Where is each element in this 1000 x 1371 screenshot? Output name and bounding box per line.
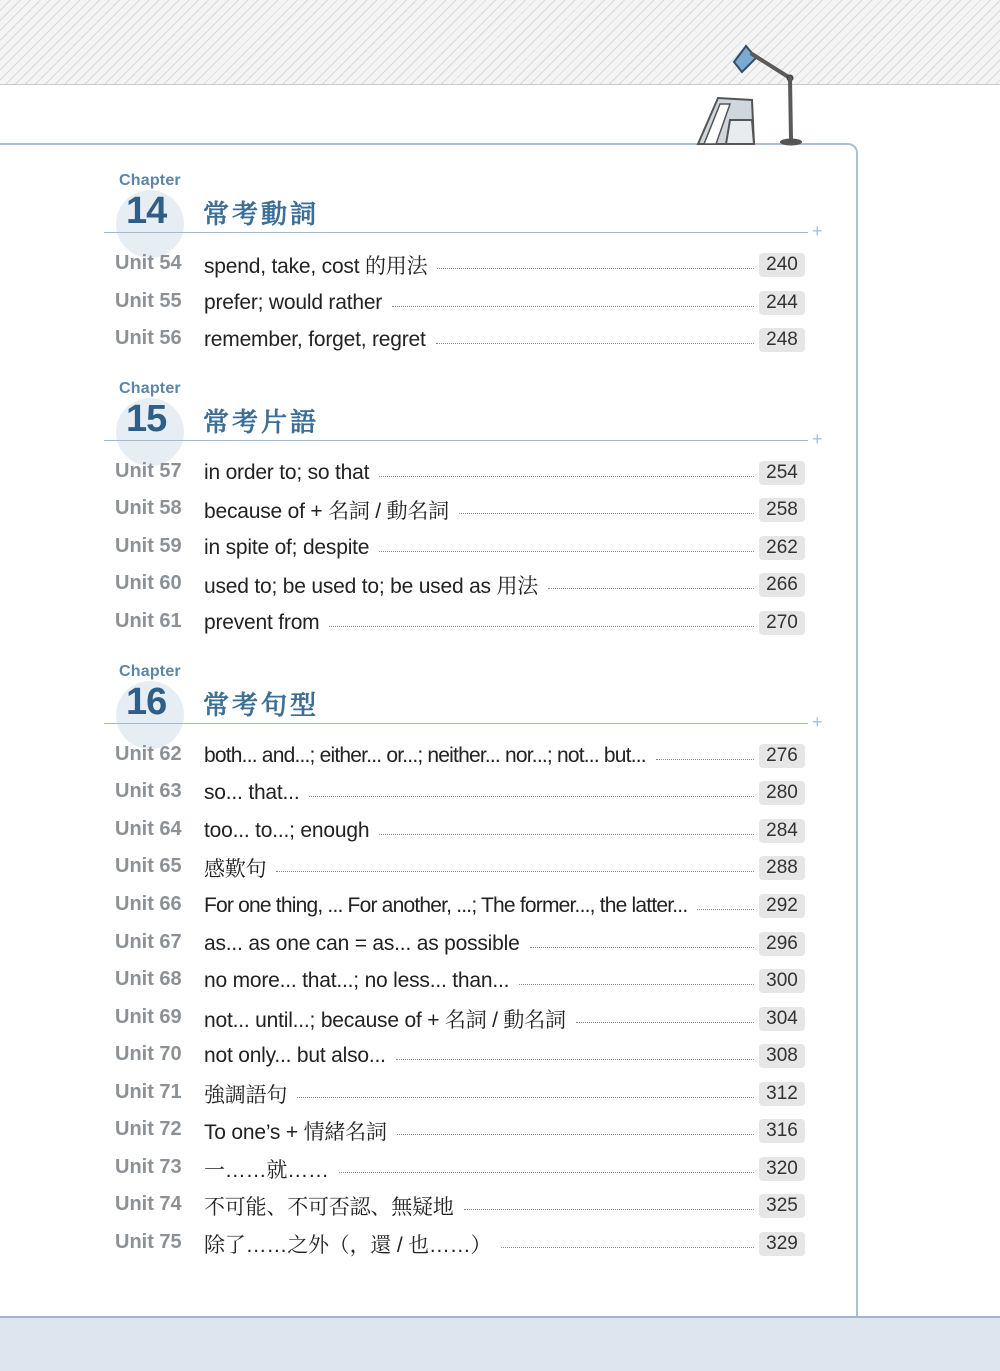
- dotted-leader: [329, 626, 754, 627]
- unit-title: 不可能、不可否認、無疑地: [204, 1196, 454, 1219]
- dotted-leader: [297, 1097, 754, 1098]
- tablet-stand-icon: [698, 98, 754, 144]
- unit-label: Unit 58: [115, 497, 182, 519]
- unit-title: To one’s + 情緒名詞: [204, 1121, 387, 1144]
- unit-title: 除了……之外（，還 / 也……）: [204, 1234, 492, 1257]
- dotted-leader: [459, 513, 754, 514]
- unit-label: Unit 73: [115, 1156, 182, 1178]
- unit-label: Unit 56: [115, 327, 182, 349]
- dotted-leader: [397, 1134, 754, 1135]
- unit-label: Unit 60: [115, 572, 182, 594]
- unit-title: prevent from: [204, 611, 320, 634]
- plus-icon: +: [812, 712, 823, 732]
- toc-entry-unit-68[interactable]: [0, 966, 1000, 996]
- dotted-leader: [379, 476, 754, 477]
- unit-label: Unit 71: [115, 1081, 182, 1103]
- toc-entry-unit-57[interactable]: [0, 458, 1000, 488]
- toc-entry-unit-74[interactable]: [0, 1191, 1000, 1221]
- dotted-leader: [379, 551, 754, 552]
- bottom-band: [0, 1316, 1000, 1371]
- plus-icon: +: [812, 429, 823, 449]
- unit-label: Unit 57: [115, 460, 182, 482]
- toc-entry-unit-62[interactable]: [0, 741, 1000, 771]
- dotted-leader: [437, 268, 754, 269]
- chapter-title: 常考動詞: [203, 199, 320, 229]
- unit-title: spend, take, cost 的用法: [204, 255, 428, 278]
- chapter-title: 常考片語: [203, 407, 320, 437]
- unit-title: not... until...; because of + 名詞 / 動名詞: [204, 1009, 566, 1032]
- chapter-number: 15: [126, 398, 167, 440]
- unit-title: in order to; so that: [204, 461, 370, 484]
- unit-label: Unit 70: [115, 1043, 182, 1065]
- unit-label: Unit 72: [115, 1118, 182, 1140]
- page-number-badge: 254: [759, 461, 805, 485]
- unit-title: so... that...: [204, 781, 300, 804]
- page-number-badge: 270: [759, 611, 805, 635]
- dotted-leader: [656, 759, 754, 760]
- dotted-leader: [530, 947, 754, 948]
- unit-label: Unit 55: [115, 290, 182, 312]
- unit-title: used to; be used to; be used as 用法: [204, 575, 539, 598]
- unit-title: too... to...; enough: [204, 819, 370, 842]
- page-number-badge: 325: [759, 1194, 805, 1218]
- unit-title: both... and...; either... or...; neither... nor...; not... but...: [204, 744, 646, 767]
- toc-entry-unit-60[interactable]: [0, 570, 1000, 600]
- toc-entry-unit-72[interactable]: [0, 1116, 1000, 1146]
- unit-title: in spite of; despite: [204, 536, 370, 559]
- chapter-divider: [104, 723, 808, 724]
- page-number-badge: 292: [759, 894, 805, 918]
- unit-label: Unit 66: [115, 893, 182, 915]
- toc-entry-unit-56[interactable]: [0, 325, 1000, 355]
- page-number-badge: 276: [759, 744, 805, 768]
- toc-entry-unit-58[interactable]: [0, 495, 1000, 525]
- dotted-leader: [339, 1172, 754, 1173]
- unit-label: Unit 68: [115, 968, 182, 990]
- dotted-leader: [501, 1247, 754, 1248]
- page-number-badge: 320: [759, 1157, 805, 1181]
- chapter-label: Chapter: [119, 172, 181, 189]
- unit-title: 感歎句: [204, 858, 267, 881]
- dotted-leader: [519, 984, 754, 985]
- unit-title: For one thing, ... For another, ...; The former..., the latter...: [204, 894, 688, 917]
- unit-label: Unit 74: [115, 1193, 182, 1215]
- unit-label: Unit 54: [115, 252, 182, 274]
- dotted-leader: [548, 588, 754, 589]
- page-number-badge: 308: [759, 1044, 805, 1068]
- unit-label: Unit 59: [115, 535, 182, 557]
- toc-entry-unit-70[interactable]: [0, 1041, 1000, 1071]
- unit-label: Unit 62: [115, 743, 182, 765]
- toc-entry-unit-63[interactable]: [0, 778, 1000, 808]
- page-number-badge: 280: [759, 781, 805, 805]
- unit-title: because of + 名詞 / 動名詞: [204, 500, 449, 523]
- toc-entry-unit-71[interactable]: [0, 1079, 1000, 1109]
- toc-entry-unit-59[interactable]: [0, 533, 1000, 563]
- toc-entry-unit-67[interactable]: [0, 929, 1000, 959]
- dotted-leader: [576, 1022, 754, 1023]
- dotted-leader: [464, 1209, 754, 1210]
- chapter-divider: [104, 440, 808, 441]
- unit-title: 強調語句: [204, 1084, 288, 1107]
- page-number-badge: 258: [759, 498, 805, 522]
- dotted-leader: [436, 343, 754, 344]
- page-number-badge: 284: [759, 819, 805, 843]
- toc-entry-unit-54[interactable]: [0, 250, 1000, 280]
- dotted-leader: [276, 871, 754, 872]
- page-number-badge: 266: [759, 573, 805, 597]
- unit-title: 一……就……: [204, 1159, 329, 1182]
- chapter-title: 常考句型: [203, 690, 320, 720]
- unit-title: prefer; would rather: [204, 291, 383, 314]
- toc-entry-unit-55[interactable]: [0, 288, 1000, 318]
- unit-label: Unit 69: [115, 1006, 182, 1028]
- chapter-number: 14: [126, 190, 167, 232]
- unit-label: Unit 75: [115, 1231, 182, 1253]
- toc-entry-unit-64[interactable]: [0, 816, 1000, 846]
- chapter-number: 16: [126, 681, 167, 723]
- page-number-badge: 312: [759, 1082, 805, 1106]
- plus-icon: +: [812, 221, 823, 241]
- unit-title: as... as one can = as... as possible: [204, 932, 520, 955]
- chapter-divider: [104, 232, 808, 233]
- unit-label: Unit 65: [115, 855, 182, 877]
- toc-entry-unit-61[interactable]: [0, 608, 1000, 638]
- unit-label: Unit 61: [115, 610, 182, 632]
- dotted-leader: [309, 796, 754, 797]
- dotted-leader: [392, 306, 754, 307]
- unit-label: Unit 63: [115, 780, 182, 802]
- toc-entry-unit-66[interactable]: [0, 891, 1000, 921]
- toc-entry-unit-73[interactable]: [0, 1154, 1000, 1184]
- dotted-leader: [379, 834, 754, 835]
- unit-label: Unit 64: [115, 818, 182, 840]
- page-number-badge: 240: [759, 253, 805, 277]
- toc-entry-unit-75[interactable]: [0, 1229, 1000, 1259]
- desk-lamp-illustration: [690, 40, 820, 146]
- page-number-badge: 304: [759, 1007, 805, 1031]
- toc-entry-unit-65[interactable]: [0, 853, 1000, 883]
- page-number-badge: 329: [759, 1232, 805, 1256]
- unit-title: not only... but also...: [204, 1044, 386, 1067]
- page-number-badge: 296: [759, 932, 805, 956]
- page-number-badge: 300: [759, 969, 805, 993]
- page-number-badge: 262: [759, 536, 805, 560]
- dotted-leader: [396, 1059, 754, 1060]
- chapter-label: Chapter: [119, 380, 181, 397]
- top-hatched-band: [0, 0, 1000, 85]
- unit-title: remember, forget, regret: [204, 328, 426, 351]
- page-number-badge: 288: [759, 856, 805, 880]
- page-number-badge: 248: [759, 328, 805, 352]
- page-number-badge: 244: [759, 291, 805, 315]
- unit-title: no more... that...; no less... than...: [204, 969, 510, 992]
- unit-label: Unit 67: [115, 931, 182, 953]
- chapter-label: Chapter: [119, 663, 181, 680]
- page-number-badge: 316: [759, 1119, 805, 1143]
- dotted-leader: [697, 909, 754, 910]
- toc-entry-unit-69[interactable]: [0, 1004, 1000, 1034]
